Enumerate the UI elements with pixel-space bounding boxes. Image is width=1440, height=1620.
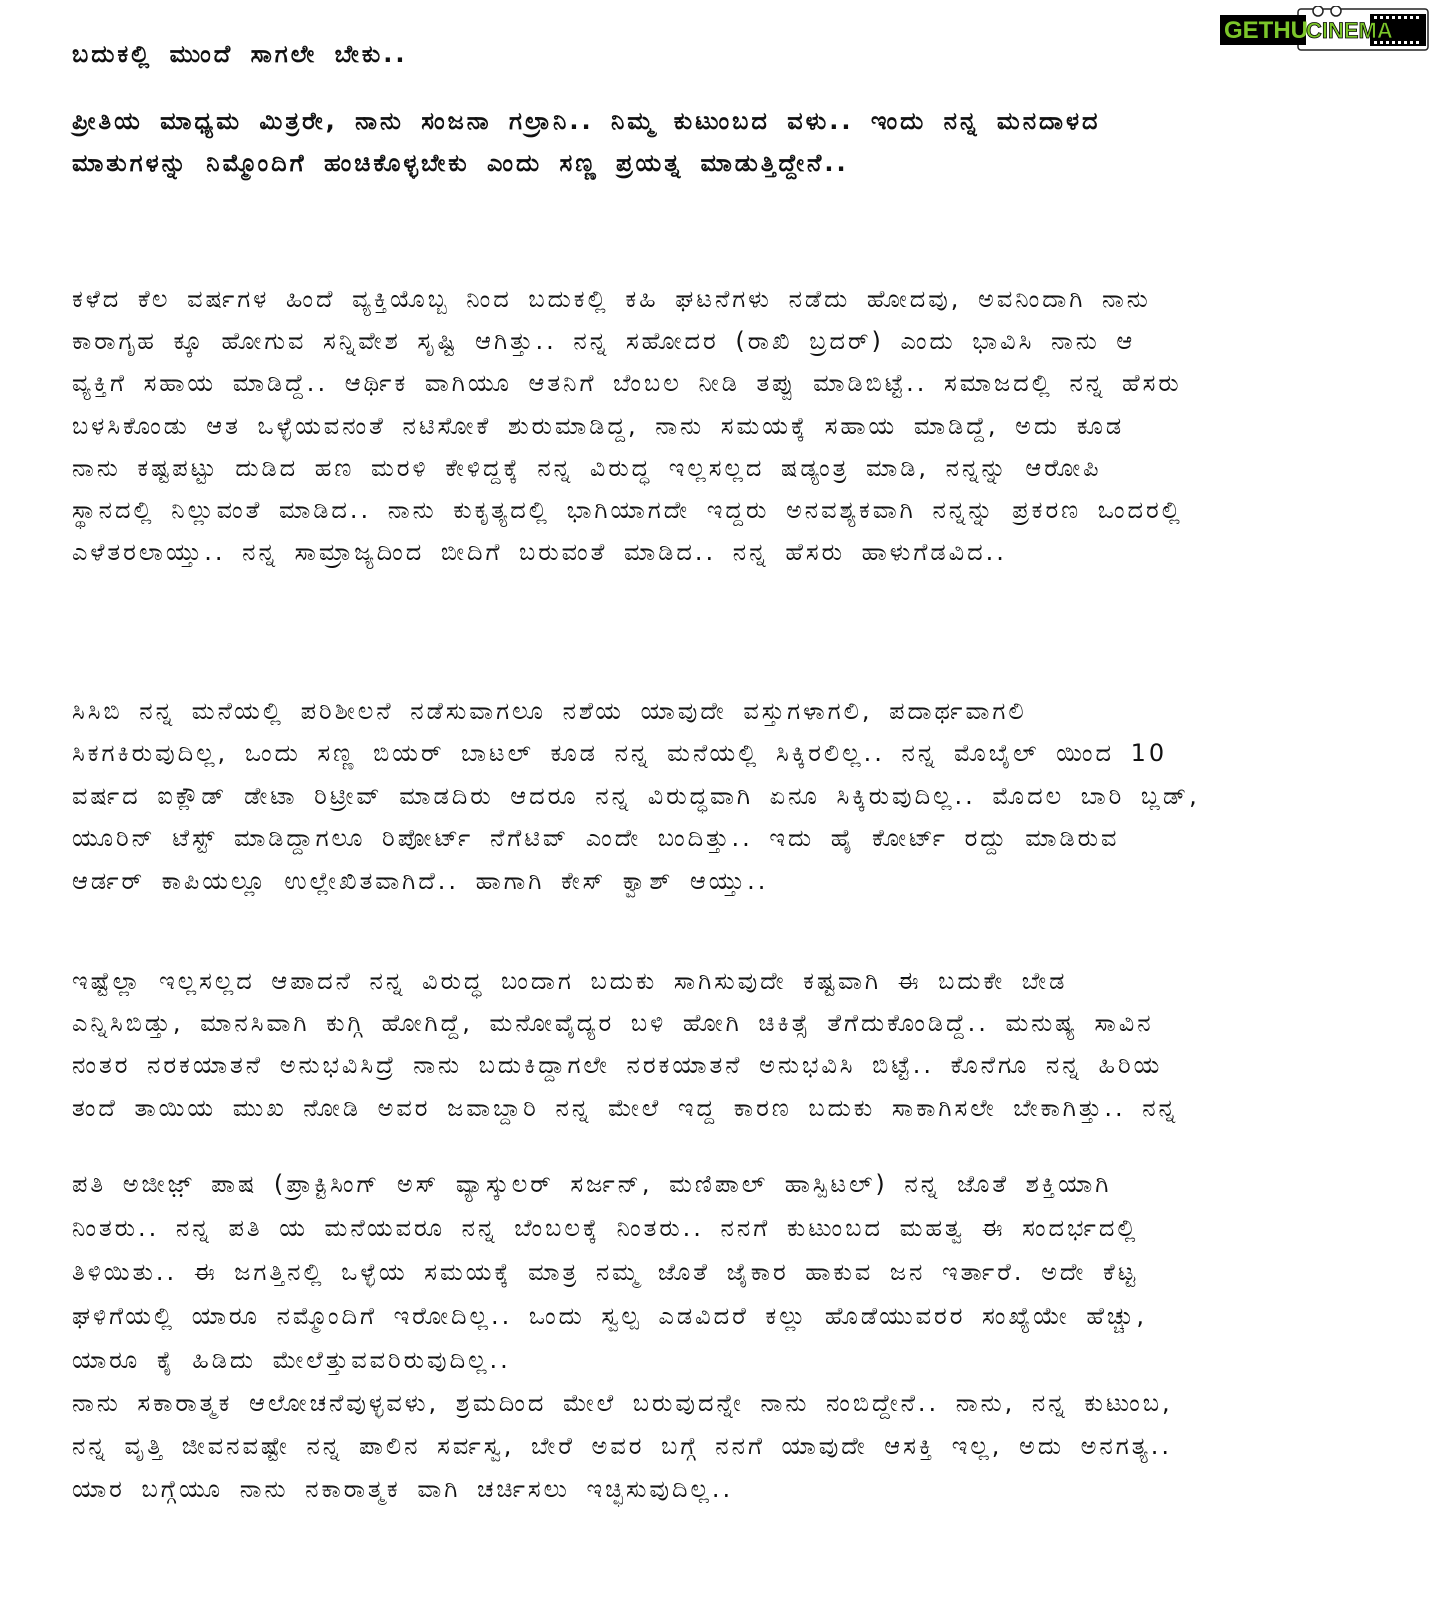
paragraph-line: ನನ್ನ ವೃತ್ತಿ ಜೀವನವಷ್ಟೇ ನನ್ನ ಪಾಲಿನ ಸರ್ವಸ್ವ, ಬೇರೆ ಅವರ ಬಗ್ಗೆ ನನಗೆ ಯಾವುದೇ ಆಸಕ್ತಿ ಇಲ್ಲ, ಅದು ಅನಗತ್ಯ.. (72, 1432, 1173, 1460)
paragraph-1 (72, 278, 1412, 573)
paragraph-line: ಕಳೆದ ಕೆಲ ವರ್ಷಗಳ ಹಿಂದೆ ವ್ಯಕ್ತಿಯೊಬ್ಬ ನಿಂದ ಬದುಕಲ್ಲಿ ಕಹಿ ಘಟನೆಗಳು ನಡೆದು ಹೋದವು, ಅವನಿಂದಾಗಿ ನಾನು (72, 285, 1151, 313)
paragraph-line: ತಂದೆ ತಾಯಿಯ ಮುಖ ನೋಡಿ ಅವರ ಜವಾಬ್ದಾರಿ ನನ್ನ ಮೇಲೆ ಇದ್ದ ಕಾರಣ ಬದುಕು ಸಾಕಾಗಿಸಲೇ ಬೇಕಾಗಿತ್ತು.. ನನ್ನ (72, 1093, 1179, 1122)
paragraph-2 (72, 690, 1412, 902)
paragraph-line: ಸಿಕಗಕಿರುವುದಿಲ್ಲ, ಒಂದು ಸಣ್ಣ ಬಿಯರ್ ಬಾಟಲ್ ಕೂಡ ನನ್ನ ಮನೆಯಲ್ಲಿ ಸಿಕ್ಕಿರಲಿಲ್ಲ.. ನನ್ನ ಮೊಬೈಲ್ ಯಿಂದ 10 (72, 739, 1168, 768)
paragraph-line: ಸಿಸಿಬಿ ನನ್ನ ಮನೆಯಲ್ಲಿ ಪರಿಶೀಲನೆ ನಡೆಸುವಾಗಲೂ ನಶೆಯ ಯಾವುದೇ ವಸ್ತುಗಳಾಗಲಿ, ಪದಾರ್ಥವಾಗಲಿ (72, 697, 1027, 725)
intro-paragraph (72, 100, 1412, 184)
paragraph-line: ಬಳಸಿಕೊಂಡು ಆತ ಒಳ್ಳೆಯವನಂತೆ ನಟಿಸೋಕೆ ಶುರುಮಾಡಿದ್ದ, ನಾನು ಸಮಯಕ್ಕೆ ಸಹಾಯ ಮಾಡಿದ್ದೆ, ಅದು ಕೂಡ (72, 411, 1125, 440)
paragraph-line: ಆರ್ಡರ್ ಕಾಪಿಯಲ್ಲೂ ಉಲ್ಲೇಖಿತವಾಗಿದೆ.. ಹಾಗಾಗಿ ಕೇಸ್ ಕ್ವಾಶ್ ಆಯ್ತು.. (72, 866, 769, 895)
paragraph-line: ಯಾರ ಬಗ್ಗೆಯೂ ನಾನು ನಕಾರಾತ್ಮಕ ವಾಗಿ ಚರ್ಚಿಸಲು ಇಚ್ಛಿಸುವುದಿಲ್ಲ.. (72, 1475, 734, 1503)
paragraph-line: ಕಾರಾಗೃಹ ಕ್ಕೂ ಹೋಗುವ ಸನ್ನಿವೇಶ ಸೃಷ್ಟಿ ಆಗಿತ್ತು.. ನನ್ನ ಸಹೋದರ (ರಾಖಿ ಬ್ರದರ್) ಎಂದು ಭಾವಿಸಿ ನಾನು ಆ (72, 327, 1136, 356)
paragraph-line: ಘಳಿಗೆಯಲ್ಲಿ ಯಾರೂ ನಮ್ಮೊಂದಿಗೆ ಇರೋದಿಲ್ಲ.. ಒಂದು ಸ್ವಲ್ಪ ಎಡವಿದರೆ ಕಲ್ಲು ಹೊಡೆಯುವರರ ಸಂಖ್ಯೆಯೇ ಹೆಚ್ಚು, (72, 1302, 1147, 1330)
paragraph-line: ನಾನು ಸಕಾರಾತ್ಮಕ ಆಲೋಚನೆವುಳ್ಳವಳು, ಶ್ರಮದಿಂದ ಮೇಲೆ ಬರುವುದನ್ನೇ ನಾನು ನಂಬಿದ್ದೇನೆ.. ನಾನು, ನನ್ನ ಕುಟುಂಬ, (72, 1389, 1173, 1417)
paragraph-line: ಯೂರಿನ್ ಟೆಸ್ಟ್ ಮಾಡಿದ್ದಾಗಲೂ ರಿಪೋರ್ಟ್ ನೆಗೆಟಿವ್ ಎಂದೇ ಬಂದಿತ್ತು.. ಇದು ಹೈ ಕೋರ್ಟ್ ರದ್ದು ಮಾಡಿರುವ (72, 824, 1120, 853)
paragraph-line: ವ್ಯಕ್ತಿಗೆ ಸಹಾಯ ಮಾಡಿದ್ದೆ.. ಆರ್ಥಿಕ ವಾಗಿಯೂ ಆತನಿಗೆ ಬೆಂಬಲ ನೀಡಿ ತಪ್ಪು ಮಾಡಿಬಿಟ್ಟೆ.. ಸಮಾಜದಲ್ಲಿ ನನ್ನ ಹೆಸರು (72, 369, 1182, 398)
paragraph-line: ನಾನು ಕಷ್ಟಪಟ್ಟು ದುಡಿದ ಹಣ ಮರಳಿ ಕೇಳಿದ್ದಕ್ಕೆ ನನ್ನ ವಿರುದ್ಧ ಇಲ್ಲಸಲ್ಲದ ಷಡ್ಯಂತ್ರ ಮಾಡಿ, ನನ್ನನ್ನು ಆರೋಪಿ (72, 453, 1102, 482)
paragraph-line: ಎಳೆತರಲಾಯ್ತು.. ನನ್ನ ಸಾಮ್ರಾಜ್ಯದಿಂದ ಬೀದಿಗೆ ಬರುವಂತೆ ಮಾಡಿದ.. ನನ್ನ ಹೆಸರು ಹಾಳುಗೆಡವಿದ.. (72, 538, 1007, 567)
watermark-part1: GETHU (1224, 17, 1308, 44)
document-title: ಬದುಕಲ್ಲಿ ಮುಂದೆ ಸಾಗಲೇ ಬೇಕು.. (72, 40, 408, 68)
paragraph-line: ಎನ್ನಿಸಿಬಿಡ್ತು, ಮಾನಸಿವಾಗಿ ಕುಗ್ಗಿ ಹೋಗಿದ್ದೆ, ಮನೋವೈದ್ಯರ ಬಳಿ ಹೋಗಿ ಚಿಕಿತ್ಸೆ ತೆಗೆದುಕೊಂಡಿದ್ದೆ.. ಮನುಷ್ಯ ಸಾವಿನ (72, 1009, 1154, 1038)
paragraph-4 (72, 1162, 1412, 1382)
paragraph-5 (72, 1382, 1412, 1511)
paragraph-3 (72, 960, 1412, 1129)
watermark-part2: CINEMA (1306, 18, 1393, 43)
paragraph-line: ವರ್ಷದ ಐಕ್ಲೌಡ್ ಡೇಟಾ ರಿಟ್ರೀವ್ ಮಾಡದಿರು ಆದರೂ ನನ್ನ ವಿರುದ್ಧವಾಗಿ ಏನೂ ಸಿಕ್ಕಿರುವುದಿಲ್ಲ.. ಮೊದಲ ಬಾರಿ ಬ್ಲಡ್, (72, 781, 1200, 810)
paragraph-line: ಇಷ್ಟೆಲ್ಲಾ ಇಲ್ಲಸಲ್ಲದ ಆಪಾದನೆ ನನ್ನ ವಿರುದ್ಧ ಬಂದಾಗ ಬದುಕು ಸಾಗಿಸುವುದೇ ಕಷ್ಟವಾಗಿ ಈ ಬದುಕೇ ಬೇಡ (72, 967, 1068, 995)
paragraph-line: ಸ್ಥಾನದಲ್ಲಿ ನಿಲ್ಲುವಂತೆ ಮಾಡಿದ.. ನಾನು ಕುಕೃತ್ಯದಲ್ಲಿ ಭಾಗಿಯಾಗದೇ ಇದ್ದರು ಅನವಶ್ಯಕವಾಗಿ ನನ್ನನ್ನು ಪ್ರಕರಣ ಒಂದರಲ್ಲಿ (72, 496, 1183, 525)
paragraph-line: ನಿಂತರು.. ನನ್ನ ಪತಿ ಯ ಮನೆಯವರೂ ನನ್ನ ಬೆಂಬಲಕ್ಕೆ ನಿಂತರು.. ನನಗೆ ಕುಟುಂಬದ ಮಹತ್ವ ಈ ಸಂದರ್ಭದಲ್ಲಿ (72, 1214, 1139, 1242)
intro-line: ಮಾತುಗಳನ್ನು ನಿಮ್ಮೊಂದಿಗೆ ಹಂಚಿಕೊಳ್ಳಬೇಕು ಎಂದು ಸಣ್ಣ ಪ್ರಯತ್ನ ಮಾಡುತ್ತಿದ್ದೇನೆ.. (72, 149, 849, 177)
intro-line: ಪ್ರೀತಿಯ ಮಾಧ್ಯಮ ಮಿತ್ರರೇ, ನಾನು ಸಂಜನಾ ಗಲ್ರಾನಿ.. ನಿಮ್ಮ ಕುಟುಂಬದ ವಳು.. ಇಂದು ನನ್ನ ಮನದಾಳದ (72, 107, 1101, 135)
paragraph-line: ತಿಳಿಯಿತು.. ಈ ಜಗತ್ತಿನಲ್ಲಿ ಒಳ್ಳೆಯ ಸಮಯಕ್ಕೆ ಮಾತ್ರ ನಮ್ಮ ಜೊತೆ ಜೈಕಾರ ಹಾಕುವ ಜನ ಇರ್ತಾರೆ. ಅದೇ ಕೆಟ್ಟ (72, 1258, 1139, 1286)
paragraph-line: ನಂತರ ನರಕಯಾತನೆ ಅನುಭವಿಸಿದ್ರೆ ನಾನು ಬದುಕಿದ್ದಾಗಲೇ ನರಕಯಾತನೆ ಅನುಭವಿಸಿ ಬಿಟ್ಟೆ.. ಕೊನೆಗೂ ನನ್ನ ಹಿರಿಯ (72, 1051, 1163, 1080)
paragraph-line: ಪತಿ ಅಜೀಜ಼್ ಪಾಷ (ಪ್ರಾಕ್ಟಿಸಿಂಗ್ ಅಸ್ ವ್ಯಾಸ್ಕುಲರ್ ಸರ್ಜನ್, ಮಣಿಪಾಲ್ ಹಾಸ್ಪಿಟಲ್) ನನ್ನ ಜೊತೆ ಶಕ್ತಿಯಾಗಿ (72, 1170, 1112, 1198)
paragraph-line: ಯಾರೂ ಕೈ ಹಿಡಿದು ಮೇಲೆತ್ತುವವರಿರುವುದಿಲ್ಲ.. (72, 1346, 511, 1374)
